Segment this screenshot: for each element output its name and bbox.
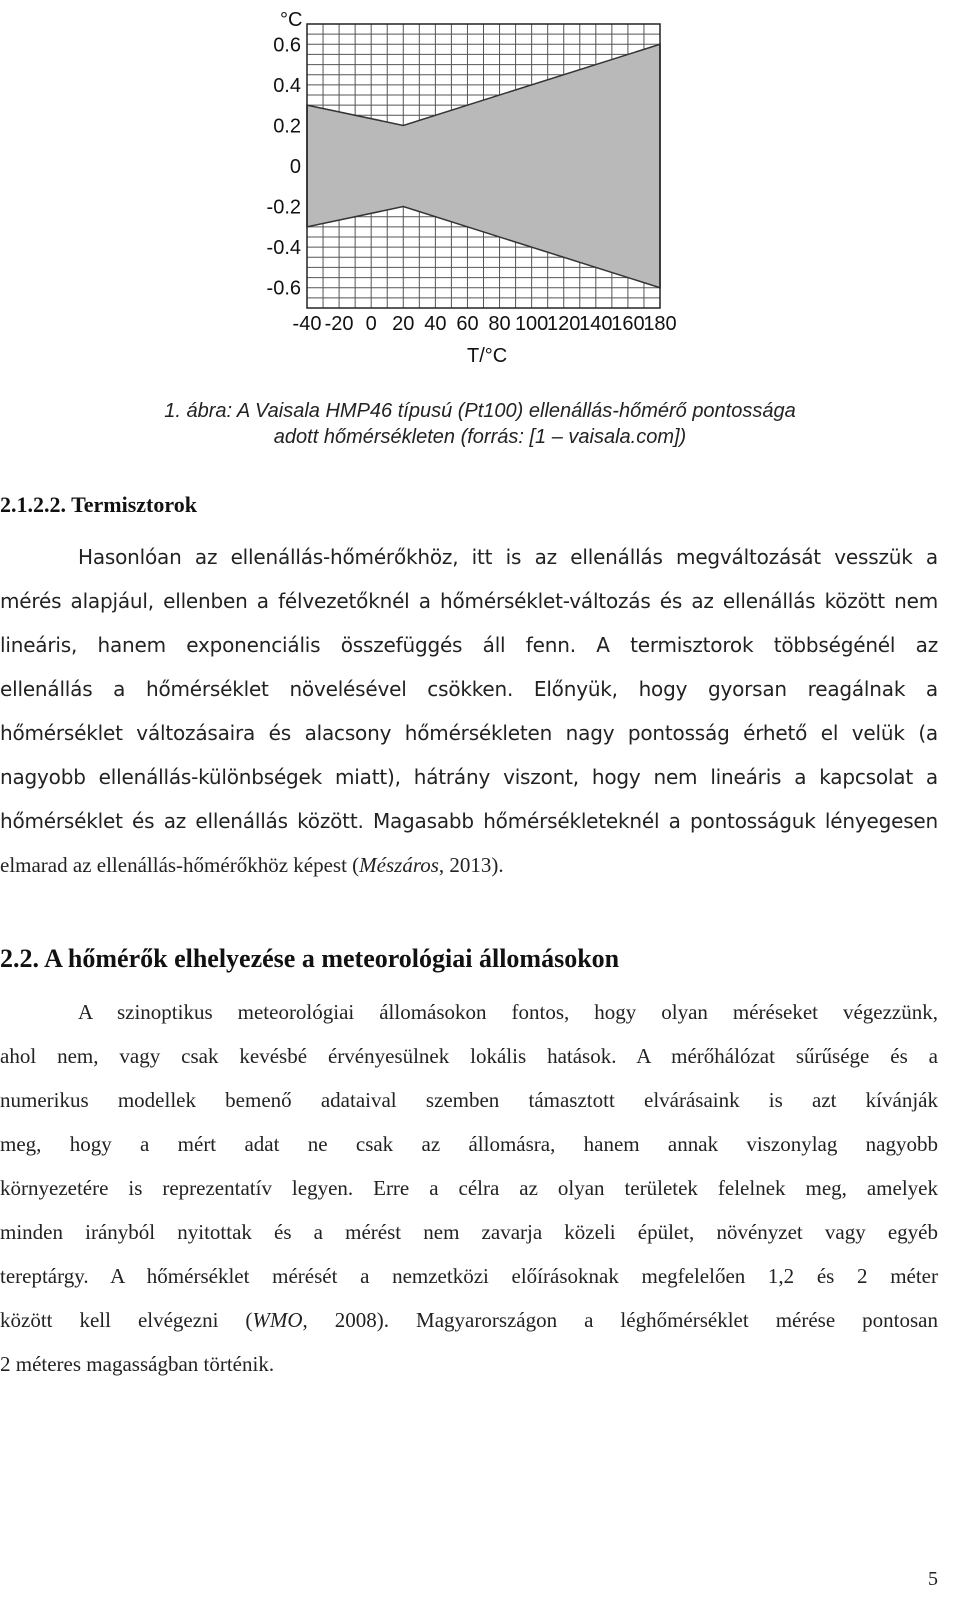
- y-tick-label: 0: [289, 156, 301, 178]
- figure-caption: [0, 398, 960, 450]
- x-axis-label: T/°C: [467, 345, 508, 367]
- text-line: hőmérséklet változásaira és alacsony hőmérsékleten nagy pontosság érhető el velük (a: [0, 721, 938, 745]
- y-tick-label: -0.4: [266, 237, 301, 260]
- text-line: hőmérséklet és az ellenállás között. Magasabb hőmérsékleteknél a pontosságuk lényegesen: [0, 809, 938, 833]
- citation-author: WMO: [252, 1308, 303, 1332]
- text-line: mérés alapjául, ellenben a félvezetőknél a hőmérséklet-változás és az ellenállás között nem: [0, 589, 938, 613]
- text-line: tereptárgy. A hőmérséklet mérését a nemzetközi előírásoknak megfelelően 1,2 és 2 méter: [0, 1264, 938, 1288]
- y-tick-label: -0.6: [266, 277, 301, 300]
- text-line: [0, 843, 938, 887]
- y-tick-label: 0.6: [273, 34, 301, 57]
- x-tick-label: -20: [324, 313, 354, 335]
- text-fragment: elmarad az ellenállás-hőmérőkhöz képest (: [0, 853, 360, 877]
- x-tick-label: 0: [365, 313, 377, 335]
- page-number: 5: [928, 1568, 938, 1590]
- text-fragment: , 2013).: [438, 853, 504, 877]
- x-tick-label: 120: [547, 313, 581, 335]
- y-tick-label: 0.4: [273, 74, 301, 97]
- x-tick-label: 180: [643, 313, 677, 335]
- x-tick-labels: [293, 313, 677, 335]
- text-line: ahol nem, vagy csak kevésbé érvényesülnek lokális hatások. A mérőhálózat sűrűsége és a: [0, 1044, 938, 1068]
- x-tick-label: 60: [456, 313, 479, 335]
- text-line: nagyobb ellenállás-különbségek miatt), hátrány viszont, hogy nem lineáris a kapcsolat a: [0, 765, 938, 789]
- text-line: lineáris, hanem exponenciális összefüggés áll fenn. A termisztorok többségénél az: [0, 633, 938, 657]
- y-tick-label: 0.2: [273, 115, 301, 138]
- x-tick-label: 160: [611, 313, 645, 335]
- y-unit-label: °C: [280, 9, 303, 31]
- x-tick-label: 100: [514, 313, 549, 335]
- x-tick-label: 40: [424, 313, 447, 335]
- text-line: meg, hogy a mért adat ne csak az állomásra, hanem annak viszonylag nagyobb: [0, 1132, 938, 1156]
- caption-line: 1. ábra: A Vaisala HMP46 típusú (Pt100) ellenállás-hőmérő pontossága: [164, 400, 796, 422]
- y-tick-label: -0.2: [266, 196, 301, 219]
- caption-line: adott hőmérsékleten (forrás: [1 – vaisala.com]): [273, 426, 687, 448]
- text-fragment: között kell elvégezni (: [0, 1308, 253, 1332]
- x-tick-label: 140: [579, 313, 613, 335]
- text-line: környezetére is reprezentatív legyen. Erre a célra az olyan területek felelnek meg, amelyek: [0, 1176, 938, 1200]
- x-tick-label: 20: [392, 313, 415, 335]
- section-heading-termisztorok: 2.1.2.2. Termisztorok: [0, 492, 197, 517]
- citation-author: Mészáros: [359, 853, 439, 877]
- text-line: [0, 1298, 938, 1342]
- accuracy-chart: [250, 0, 680, 380]
- text-line: A szinoptikus meteorológiai állomásokon fontos, hogy olyan méréseket végezzünk,: [78, 1000, 938, 1024]
- y-tick-labels: [267, 34, 301, 299]
- text-line: minden irányból nyitottak és a mérést nem zavarja közeli épület, növényzet vagy egyéb: [0, 1220, 938, 1244]
- text-line: ellenállás a hőmérséklet növelésével csökken. Előnyük, hogy gyorsan reagálnak a: [0, 677, 938, 701]
- text-line: 2 méteres magasságban történik.: [0, 1352, 275, 1376]
- text-fragment: , 2008). Magyarországon a léghőmérséklet mérése pontosan: [302, 1308, 938, 1332]
- x-tick-label: -40: [292, 313, 322, 335]
- section-heading-placement: 2.2. A hőmérők elhelyezése a meteorológiai állomásokon: [0, 944, 620, 973]
- text-line: Hasonlóan az ellenállás-hőmérőkhöz, itt is az ellenállás megváltozását vesszük a: [78, 545, 938, 569]
- x-tick-label: 80: [488, 313, 511, 335]
- text-line: numerikus modellek bemenő adataival szemben támasztott elvárásaink is azt kívánják: [0, 1088, 938, 1112]
